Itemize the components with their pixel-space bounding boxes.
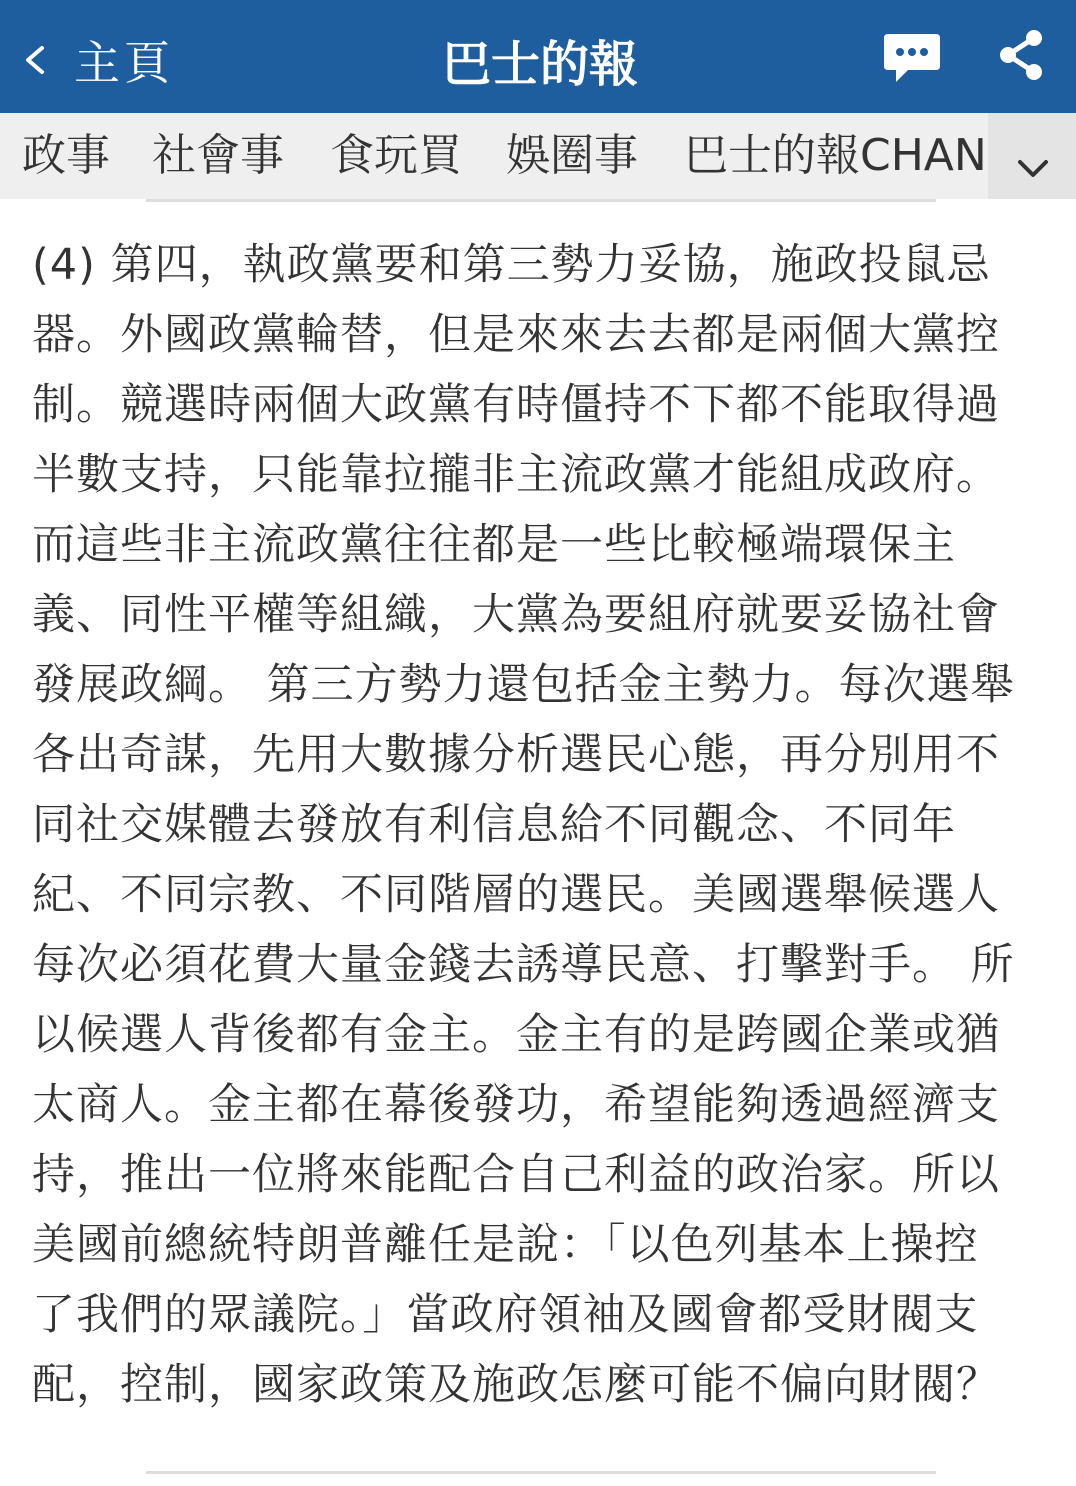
comment-bubble-icon [882, 30, 942, 86]
site-logo[interactable]: 巴士的報 [441, 36, 638, 93]
article-line: 半數支持，只能靠拉攏非主流政黨才能組成政府。 [32, 450, 1000, 500]
chevron-down-icon [1016, 158, 1050, 180]
top-app-bar [0, 0, 1076, 113]
article-line: 紀、不同宗教、不同階層的選民。美國選舉候選人 [32, 870, 1000, 920]
tab-food-play-buy[interactable]: 食玩買 [330, 130, 462, 181]
category-nav [0, 113, 1076, 199]
article-line: 持，推出一位將來能配合自己利益的政治家。所以 [32, 1150, 1000, 1200]
article-line: 太商人。金主都在幕後發功，希望能夠透過經濟支 [32, 1080, 1000, 1130]
article-line: 各出奇謀，先用大數據分析選民心態，再分別用不 [32, 730, 1000, 780]
tab-society[interactable]: 社會事 [152, 130, 284, 181]
tab-entertainment[interactable]: 娛圈事 [506, 130, 638, 181]
share-icon [996, 28, 1046, 82]
article-line: 器。外國政黨輪替，但是來來去去都是兩個大黨控 [32, 310, 1000, 360]
share-button[interactable] [996, 28, 1046, 82]
article-line: 了我們的眾議院。」當政府領袖及國會都受財閥支 [32, 1290, 979, 1340]
article-line: 每次必須花費大量金錢去誘導民意、打擊對手。 所 [32, 940, 1015, 990]
expand-nav-button[interactable] [988, 113, 1076, 199]
category-tabs [0, 113, 990, 199]
bottom-divider [146, 1471, 936, 1474]
article-line: 發展政綱。 第三方勢力還包括金主勢力。每次選舉 [32, 660, 1015, 710]
article-line: 配，控制，國家政策及施政怎麼可能不偏向財閥？ [32, 1360, 1000, 1410]
article-line: 而這些非主流政黨往往都是一些比較極端環保主 [32, 520, 956, 570]
article-line: 以候選人背後都有金主。金主有的是跨國企業或猶 [32, 1010, 1000, 1060]
back-label: 主頁 [74, 36, 174, 90]
article-line: 同社交媒體去發放有利信息給不同觀念、不同年 [32, 800, 956, 850]
article-line: (4) 第四，執政黨要和第三勢力妥協，施政投鼠忌 [32, 240, 991, 290]
tab-politics[interactable]: 政事 [22, 130, 110, 181]
top-divider [146, 199, 936, 202]
article-line: 制。競選時兩個大政黨有時僵持不下都不能取得過 [32, 380, 1000, 430]
article-line: 義、同性平權等組織，大黨為要組府就要妥協社會 [32, 590, 1000, 640]
article-body [32, 230, 1052, 1420]
tab-bastille-channel[interactable]: 巴士的報CHAN [684, 130, 987, 181]
back-button[interactable] [22, 30, 174, 90]
article-line: 美國前總統特朗普離任是說：「以色列基本上操控 [32, 1220, 979, 1270]
chevron-left-icon [22, 40, 48, 80]
comment-button[interactable] [882, 30, 942, 86]
